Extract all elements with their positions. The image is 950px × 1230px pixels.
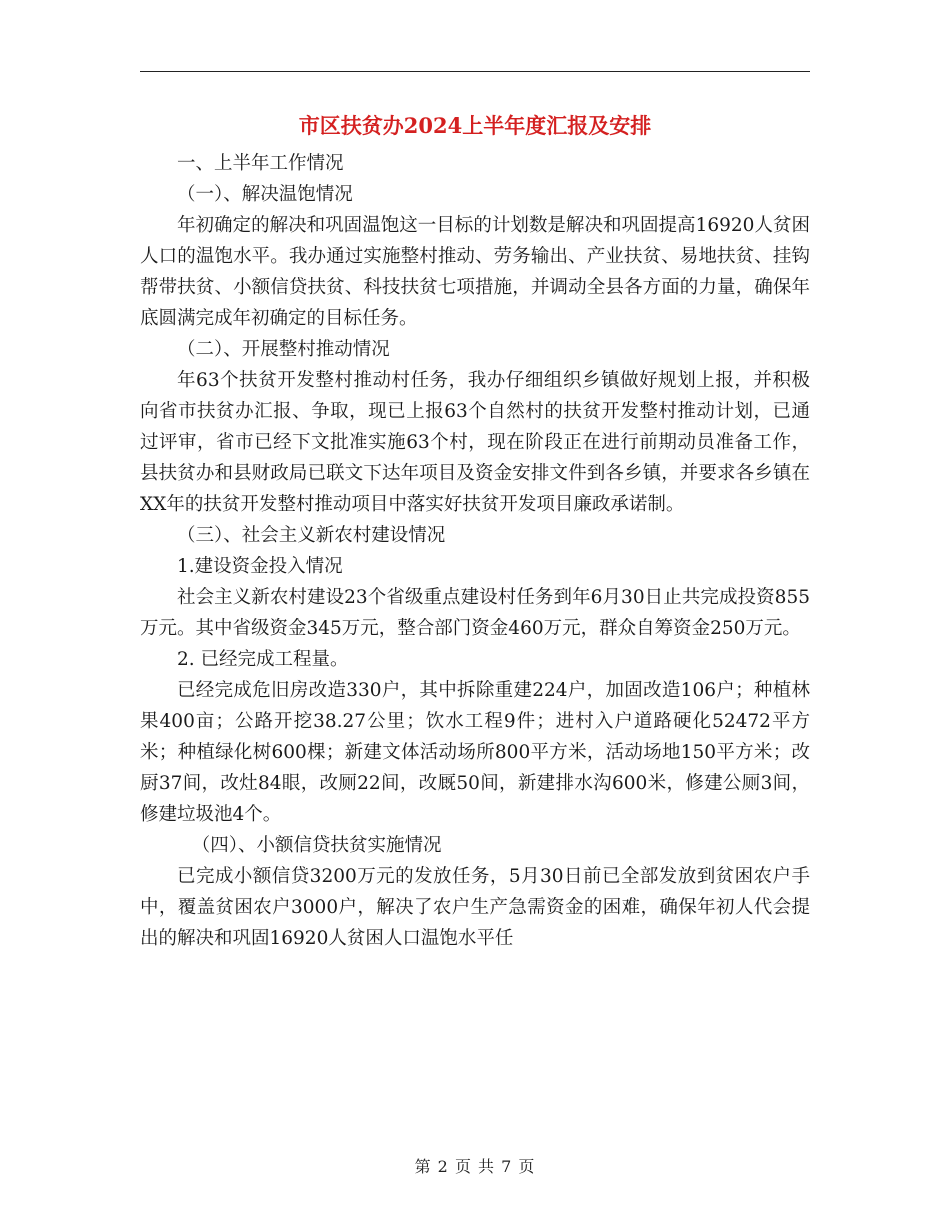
subsection-heading-4: （四）、小额信贷扶贫实施情况 bbox=[191, 835, 442, 856]
header-rule bbox=[140, 71, 810, 72]
document-title: 市区扶贫办2024上半年度汇报及安排 bbox=[298, 113, 652, 138]
section-heading-1: 一、上半年工作情况 bbox=[177, 153, 344, 174]
page-footer: 第 2 页 共 7 页 bbox=[414, 1157, 536, 1176]
subsection-heading-2: （二）、开展整村推动情况 bbox=[177, 339, 390, 360]
item-heading-2: 2. 已经完成工程量。 bbox=[177, 649, 349, 670]
paragraph-food-security: 年初确定的解决和巩固温饱这一目标的计划数是解决和巩固提高16920人贫困人口的温饱水平。我办通过实施整村推动、劳务输出、产业扶贫、易地扶贫、挂钩帮带扶贫、小额信贷扶贫、科技扶贫七项措施，并调动全县各方面的力量，确保年底圆满完成年初确定的目标任务。 bbox=[140, 215, 810, 329]
paragraph-works-completed: 已经完成危旧房改造330户，其中拆除重建224户，加固改造106户；种植林果400亩；公路开挖38.27公里；饮水工程9件；进村入户道路硬化52472平方米；种植绿化树600棵；新建文体活动场所800平方米，活动场地150平方米；改厨37间，改灶84眼，改厕22间，改厩50间，新建排水沟600米，修建公厕3间，修建垃圾池4个。 bbox=[140, 680, 810, 825]
paragraph-investment: 社会主义新农村建设23个省级重点建设村任务到年6月30日止共完成投资855万元。其中省级资金345万元，整合部门资金460万元，群众自筹资金250万元。 bbox=[140, 587, 810, 639]
subsection-heading-1: （一）、解决温饱情况 bbox=[177, 184, 353, 205]
subsection-heading-3: （三）、社会主义新农村建设情况 bbox=[177, 525, 446, 546]
document-body bbox=[140, 148, 810, 954]
paragraph-microcredit: 已完成小额信贷3200万元的发放任务，5月30日前已全部发放到贫困农户手中，覆盖贫困农户3000户，解决了农户生产急需资金的困难，确保年初人代会提出的解决和巩固16920人贫困人口温饱水平任 bbox=[140, 866, 810, 949]
paragraph-village-promotion: 年63个扶贫开发整村推动村任务，我办仔细组织乡镇做好规划上报，并积极向省市扶贫办汇报、争取，现已上报63个自然村的扶贫开发整村推动计划，已通过评审，省市已经下文批准实施63个村，现在阶段正在进行前期动员准备工作，县扶贫办和县财政局已联文下达年项目及资金安排文件到各乡镇，并要求各乡镇在XX年的扶贫开发整村推动项目中落实好扶贫开发项目廉政承诺制。 bbox=[140, 370, 810, 515]
item-heading-1: 1.建设资金投入情况 bbox=[177, 556, 343, 577]
